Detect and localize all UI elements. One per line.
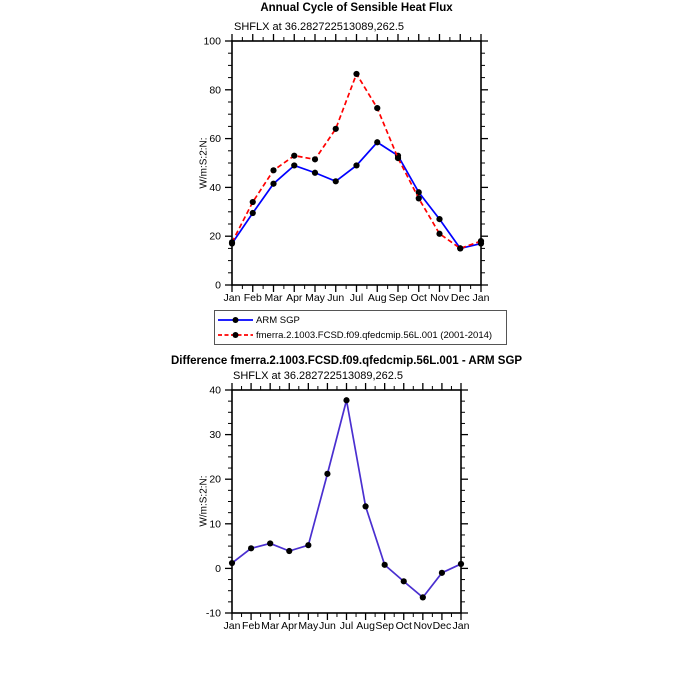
series-line-0: [232, 400, 461, 597]
data-point: [248, 545, 254, 551]
x-tick-label: May: [305, 292, 325, 304]
x-tick-label: Jun: [327, 292, 345, 304]
y-tick-label: 100: [203, 35, 221, 48]
y-tick-label: -10: [205, 607, 221, 620]
x-tick-label: Jul: [339, 620, 354, 632]
x-tick-label: Aug: [356, 620, 375, 632]
data-point: [439, 570, 445, 576]
x-tick-label: Aug: [367, 292, 387, 304]
x-tick-label: Nov: [413, 620, 433, 632]
data-point: [343, 397, 349, 403]
x-tick-label: Jul: [349, 292, 364, 304]
x-tick-label: Jan: [223, 292, 241, 304]
bottom-chart-title: Difference fmerra.2.1003.FCSD.f09.qfedcmip.56L.001 - ARM SGP: [171, 355, 523, 367]
y-tick-label: 30: [209, 429, 221, 442]
x-tick-label: May: [298, 620, 319, 632]
data-point: [362, 503, 368, 509]
x-tick-label: Dec: [432, 620, 452, 632]
data-point: [401, 578, 407, 584]
bottom-chart-subtitle: SHFLX at 36.282722513089,262.5: [233, 370, 404, 382]
y-tick-label: 40: [209, 384, 221, 397]
plot-frame: [232, 390, 461, 613]
legend-label-arm-sgp: ARM SGP: [256, 314, 300, 326]
data-point: [305, 542, 311, 548]
x-tick-label: Jan: [452, 620, 470, 632]
data-point: [286, 548, 292, 554]
legend-label-fmerra: fmerra.2.1003.FCSD.f09.qfedcmip.56L.001 (2001-2014): [256, 329, 493, 341]
data-point: [267, 540, 273, 546]
y-tick-label: 60: [209, 133, 221, 146]
y-tick-label: 40: [209, 181, 221, 194]
x-tick-label: Nov: [430, 292, 449, 304]
y-tick-label: 0: [215, 279, 221, 292]
top-chart-subtitle: SHFLX at 36.282722513089,262.5: [234, 21, 405, 33]
top-chart-title: Annual Cycle of Sensible Heat Flux: [260, 2, 453, 14]
y-tick-label: 20: [209, 230, 221, 243]
x-tick-label: Mar: [264, 292, 283, 304]
x-tick-label: Jun: [318, 620, 336, 632]
x-tick-label: Sep: [388, 292, 408, 304]
bottom-chart-y-axis-label: W/m:S:2:N:: [198, 475, 210, 527]
data-point: [458, 561, 464, 567]
x-tick-label: Feb: [242, 620, 261, 632]
top-chart-y-axis-label: W/m:S:2:N:: [198, 137, 210, 189]
y-tick-label: 20: [209, 473, 221, 486]
y-tick-label: 80: [209, 84, 221, 97]
x-tick-label: Jan: [223, 620, 241, 632]
y-tick-label: 10: [209, 518, 221, 531]
x-tick-label: Dec: [450, 292, 470, 304]
x-tick-label: Apr: [286, 292, 303, 304]
x-tick-label: Mar: [261, 620, 280, 632]
x-tick-label: Feb: [243, 292, 262, 304]
x-tick-label: Oct: [395, 620, 412, 632]
x-tick-label: Sep: [375, 620, 395, 632]
x-tick-label: Apr: [281, 620, 298, 632]
data-point: [382, 562, 388, 568]
data-point: [229, 560, 235, 566]
x-tick-label: Oct: [410, 292, 427, 304]
data-point: [324, 471, 330, 477]
data-point: [420, 594, 426, 600]
y-tick-label: 0: [215, 562, 221, 575]
x-tick-label: Jan: [472, 292, 490, 304]
